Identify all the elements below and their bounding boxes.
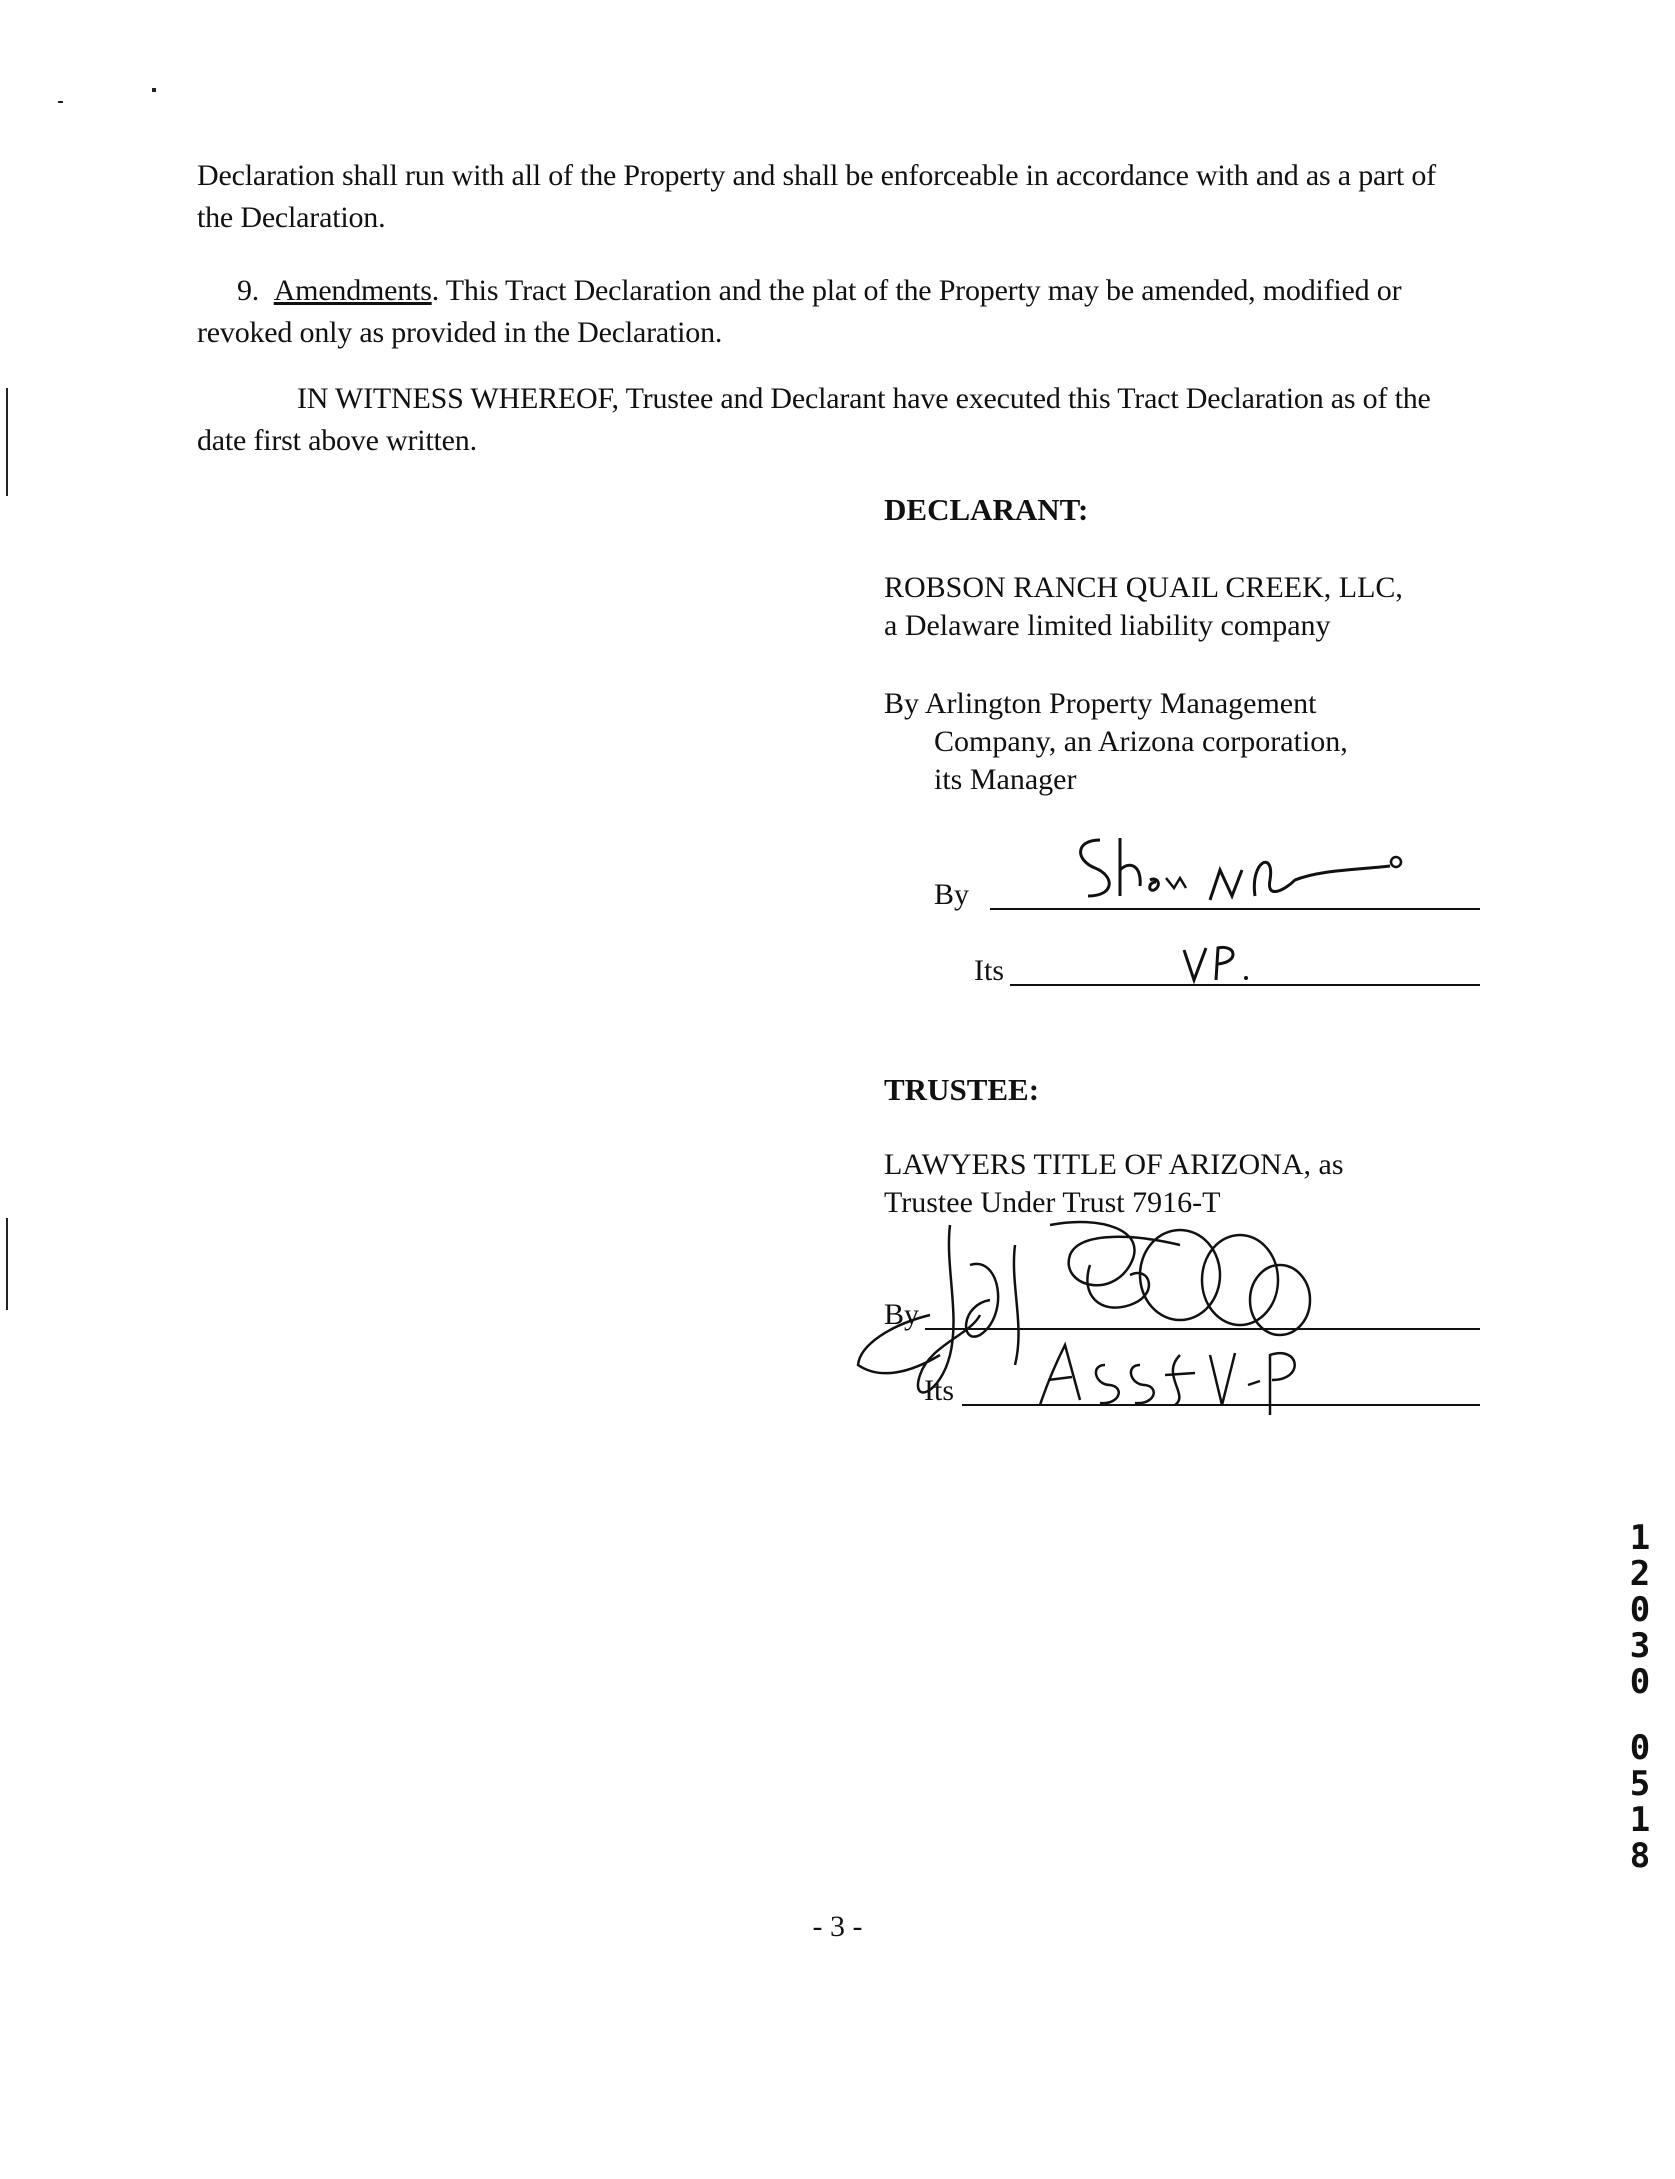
trustee-by-label: By [884, 1298, 920, 1331]
declarant-title-handwritten [1180, 942, 1260, 986]
declarant-by-line1: By Arlington Property Management [884, 687, 1317, 720]
recording-digit: 0 [1629, 1590, 1651, 1630]
paragraph-witness [197, 378, 1477, 462]
trustee-name-line2: Trustee Under Trust 7916-T [884, 1186, 1221, 1219]
recording-digit: 8 [1629, 1836, 1651, 1876]
recording-digit: 1 [1629, 1800, 1651, 1840]
trustee-its-label: Its [924, 1374, 954, 1407]
page-number: - 3 - [812, 1910, 863, 1943]
section-heading: Amendments [273, 274, 432, 307]
recording-digit-gap [1620, 1700, 1660, 1730]
trustee-heading: TRUSTEE: [884, 1072, 1040, 1107]
recording-number [1620, 1520, 1660, 1874]
witness-text: IN WITNESS WHEREOF, Trustee and Declarant have executed this Tract Declaration as of the date first above written. [197, 382, 1431, 457]
paragraph-amendments [197, 270, 1477, 354]
scan-speck [152, 88, 156, 92]
recording-digit: 3 [1629, 1626, 1651, 1666]
paragraph-continuation: Declaration shall run with all of the Property and shall be enforceable in accordance with and as a part of the Declaration. [197, 159, 1436, 234]
scan-speck [58, 101, 63, 103]
recording-digit: 0 [1629, 1728, 1651, 1768]
recording-digit: 1 [1629, 1518, 1651, 1558]
trustee-signature [850, 1205, 1350, 1420]
recording-digit: 5 [1629, 1764, 1651, 1804]
margin-scan-line [6, 1218, 8, 1310]
declarant-by-line2: Company, an Arizona corporation, [934, 725, 1348, 758]
declarant-by-line3: its Manager [934, 763, 1077, 796]
section-text: . This Tract Declaration and the plat of the Property may be amended, modified or revoked only as provided in the Declaration. [197, 274, 1402, 349]
recording-digit: 2 [1629, 1554, 1651, 1594]
declarant-heading: DECLARANT: [884, 492, 1089, 527]
declarant-name-line2: a Delaware limited liability company [884, 609, 1331, 642]
trustee-name-line1: LAWYERS TITLE OF ARIZONA, as [884, 1148, 1344, 1181]
section-number: 9. [237, 274, 260, 307]
margin-scan-line [6, 388, 8, 496]
declarant-by-label: By [934, 878, 970, 911]
declarant-its-label: Its [974, 954, 1004, 987]
declarant-name-line1: ROBSON RANCH QUAIL CREEK, LLC, [884, 571, 1403, 604]
declarant-signature [1070, 830, 1410, 910]
recording-digit: 0 [1629, 1662, 1651, 1702]
